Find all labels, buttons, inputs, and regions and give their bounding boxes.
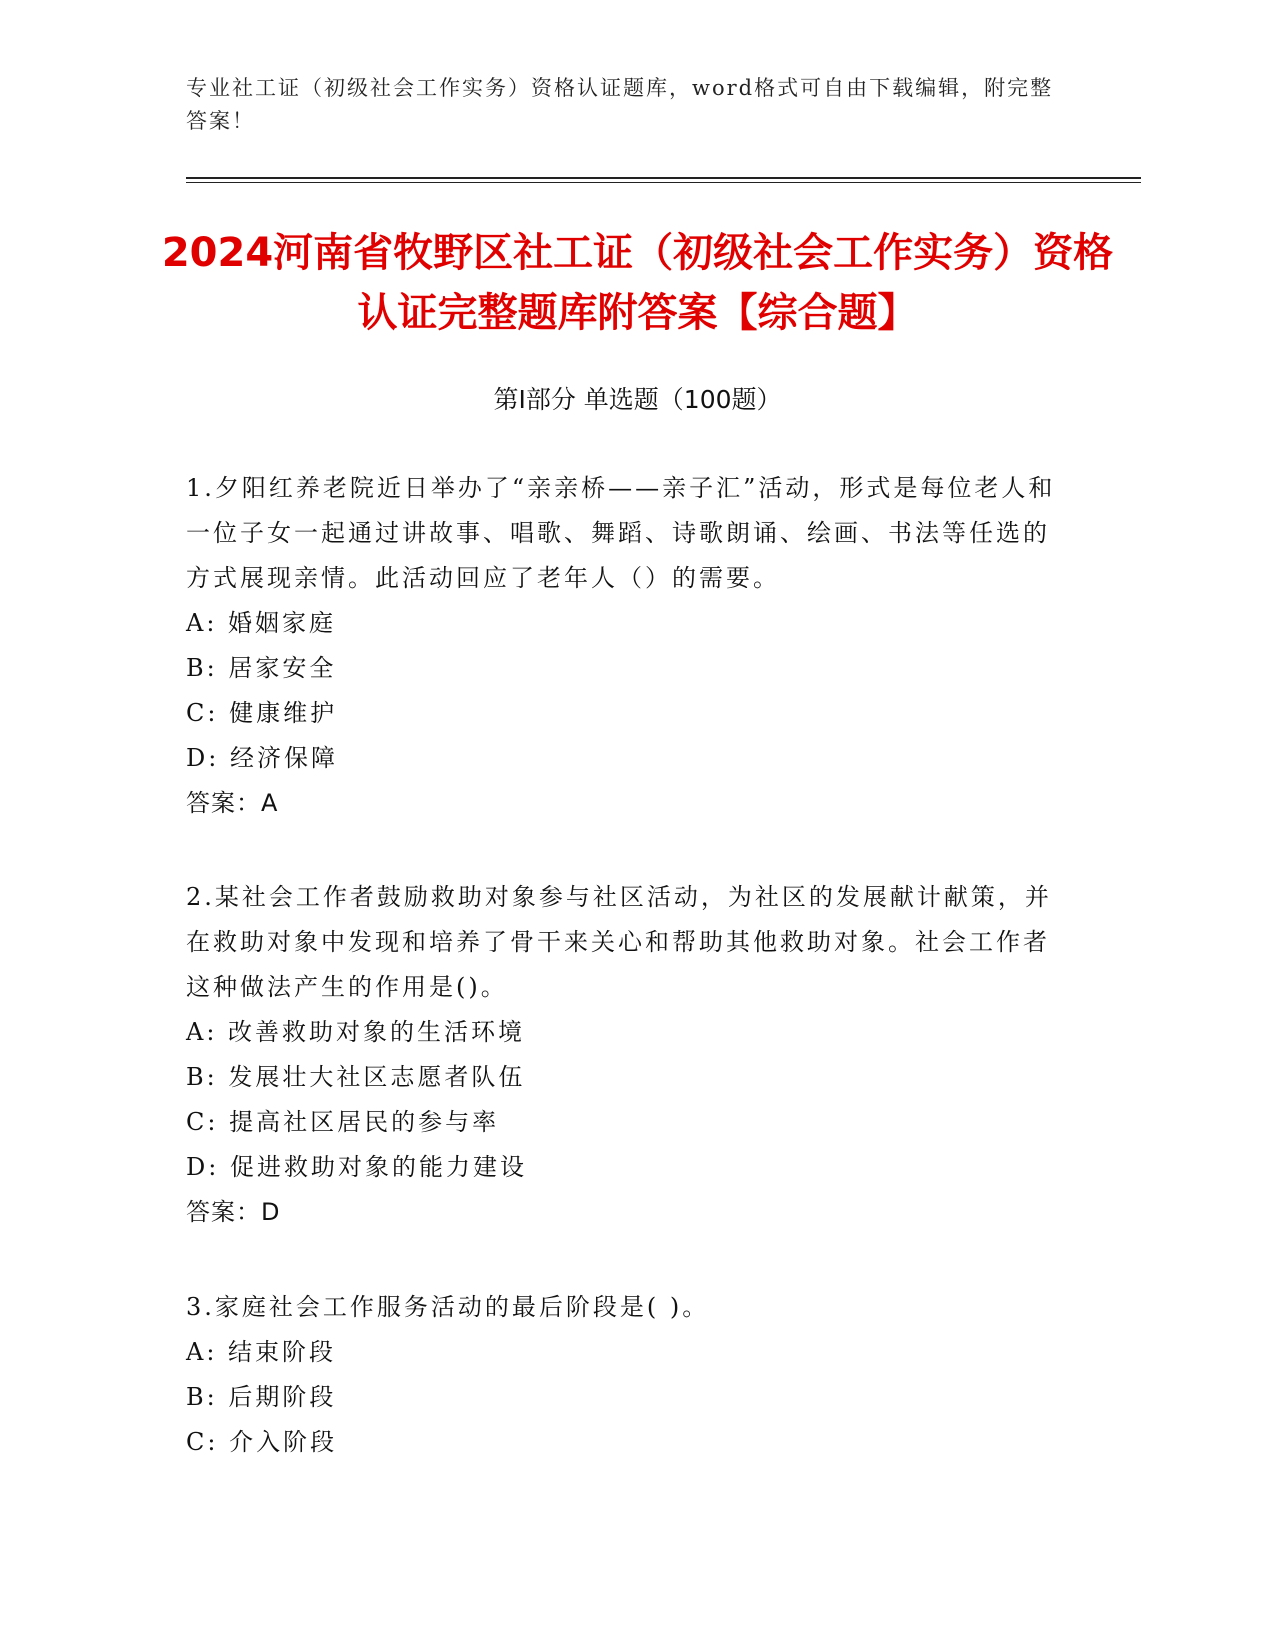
header-divider-thin	[186, 182, 1141, 183]
document-title: 2024河南省牧野区社工证（初级社会工作实务）资格认证完整题库附答案【综合题】	[161, 230, 1114, 336]
option-c: C: 介入阶段	[186, 1428, 338, 1456]
option-d: D: 经济保障	[186, 744, 338, 772]
option-d: D: 促进救助对象的能力建设	[186, 1153, 527, 1181]
answer: 答案：A	[186, 789, 279, 817]
question-2	[186, 875, 1066, 1235]
option-a: A: 改善救助对象的生活环境	[186, 1018, 526, 1046]
option-b: B: 发展壮大社区志愿者队伍	[186, 1063, 526, 1091]
question-stem: 2.某社会工作者鼓励救助对象参与社区活动，为社区的发展献计献策，并在救助对象中发现和培养了骨干来关心和帮助其他救助对象。社会工作者这种做法产生的作用是()。	[186, 883, 1052, 1001]
option-c: C: 提高社区居民的参与率	[186, 1108, 500, 1136]
option-a: A: 婚姻家庭	[186, 609, 337, 637]
header-note: 专业社工证（初级社会工作实务）资格认证题库，word格式可自由下载编辑，附完整答案！	[186, 76, 1054, 133]
question-1	[186, 466, 1066, 826]
question-stem: 3.家庭社会工作服务活动的最后阶段是( )。	[186, 1293, 710, 1321]
option-a: A: 结束阶段	[186, 1338, 337, 1366]
option-b: B: 后期阶段	[186, 1383, 337, 1411]
option-b: B: 居家安全	[186, 654, 337, 682]
question-stem: 1.夕阳红养老院近日举办了“亲亲桥——亲子汇”活动，形式是每位老人和一位子女一起通过讲故事、唱歌、舞蹈、诗歌朗诵、绘画、书法等任选的方式展现亲情。此活动回应了老年人（）的需要。	[186, 474, 1056, 592]
answer: 答案：D	[186, 1198, 281, 1226]
option-c: C: 健康维护	[186, 699, 338, 727]
section-title: 第I部分 单选题（100题）	[493, 385, 782, 414]
header-divider-thick	[186, 177, 1141, 179]
question-3	[186, 1285, 1066, 1465]
